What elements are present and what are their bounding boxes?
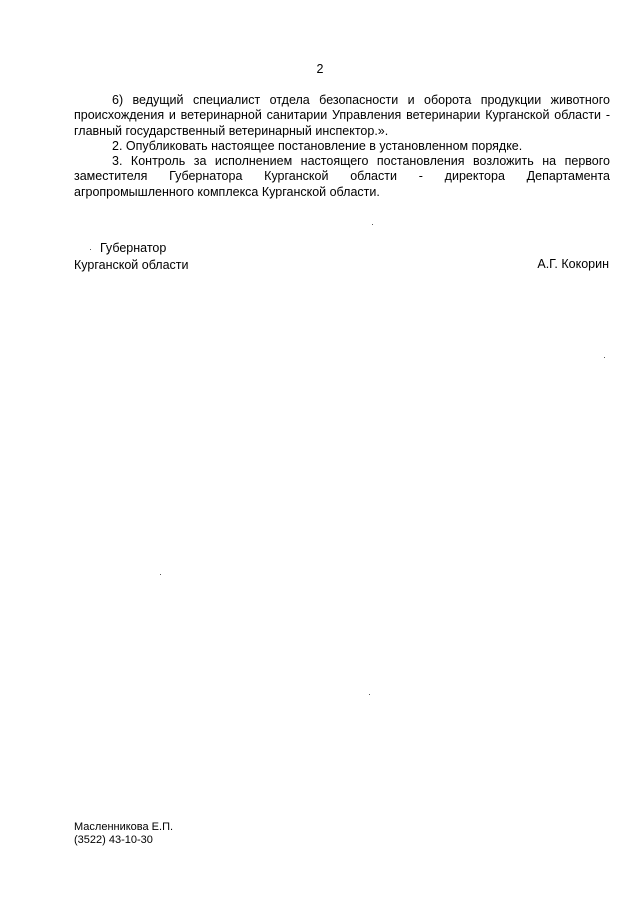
executor-block: [74, 821, 173, 847]
document-body: [74, 93, 610, 200]
executor-name: Масленникова Е.П.: [74, 821, 174, 833]
scan-speck: [160, 574, 161, 575]
position-region: Курганской области: [74, 257, 189, 272]
paragraph-control: 3. Контроль за исполнением настоящего постановления возложить на первого заместителя Губернатора Курганской области - директора Департамента агропромышленного комплекса Курганской области.: [74, 154, 610, 199]
page-number: 2: [316, 62, 324, 76]
scan-speck: [372, 224, 373, 225]
signatory-position: [74, 240, 189, 273]
executor-phone: (3522) 43-10-30: [74, 834, 153, 846]
signatory-name: А.Г. Кокорин: [537, 257, 609, 271]
paragraph-item-6: 6) ведущий специалист отдела безопасности и оборота продукции животного происхождения и ветеринарной санитарии Управления ветеринарии Курганской области - главный государственный ветеринарный инспектор.».: [74, 93, 610, 138]
scan-speck: [90, 249, 91, 250]
paragraph-publish: 2. Опубликовать настоящее постановление в установленном порядке.: [112, 138, 523, 153]
position-title: Губернатор: [100, 241, 167, 255]
scan-speck: [369, 694, 370, 695]
scan-speck: [604, 357, 605, 358]
